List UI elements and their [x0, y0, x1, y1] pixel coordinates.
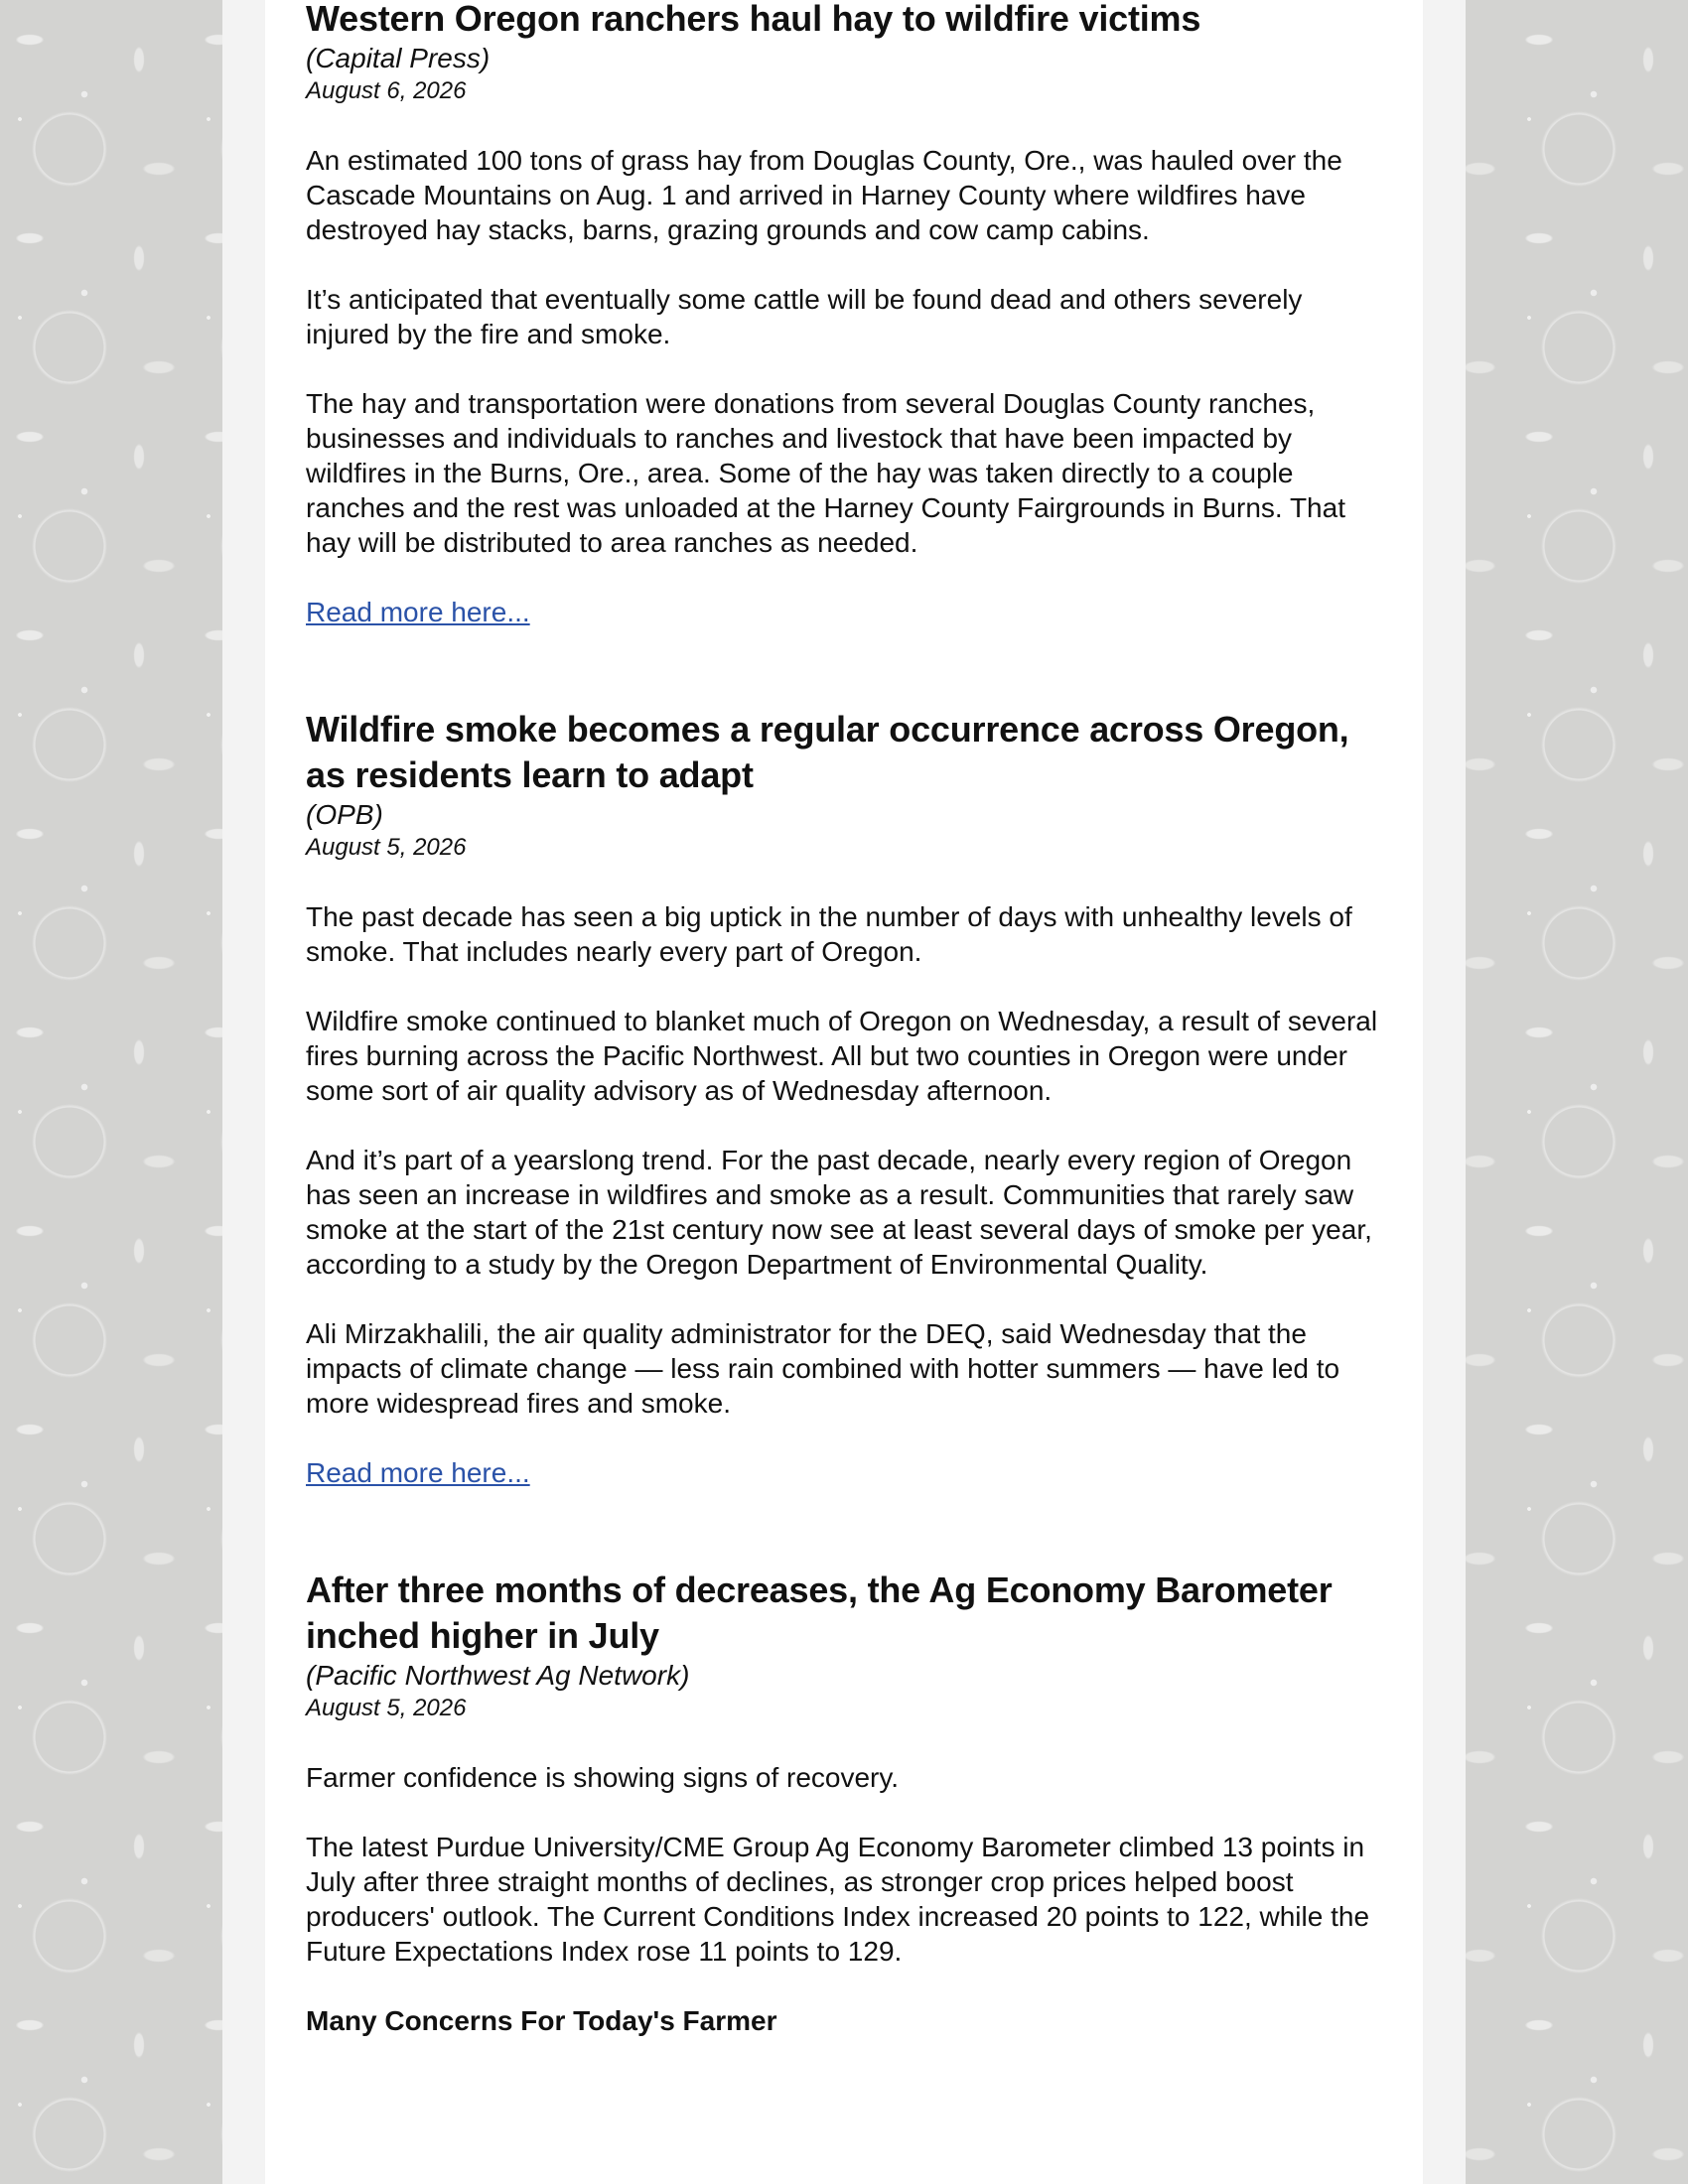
article-paragraph: It’s anticipated that eventually some cattle will be found dead and others severely injured by the fire and smoke. [306, 284, 1303, 349]
article-paragraph: An estimated 100 tons of grass hay from Douglas County, Ore., was hauled over the Cascade Mountains on Aug. 1 and arrived in Harney County where wildfires have destroyed hay stacks, barns, grazing grounds and cow camp cabins. [306, 145, 1342, 245]
article-date: August 5, 2026 [306, 1695, 467, 1721]
article-paragraph: The past decade has seen a big uptick in the number of days with unhealthy levels of smoke. That includes nearly every part of Oregon. [306, 901, 1352, 967]
article-date: August 5, 2026 [306, 834, 467, 861]
read-more-link[interactable]: Read more here... [306, 1457, 530, 1488]
article-headline: Western Oregon ranchers haul hay to wildfire victims [306, 0, 1201, 39]
article-paragraph: Farmer confidence is showing signs of recovery. [306, 1762, 900, 1793]
article-source: (OPB) [306, 799, 383, 830]
article-paragraph: The latest Purdue University/CME Group Ag Economy Barometer climbed 13 points in July after three straight months of declines, as stronger crop prices helped boost producers' outlook. The Current Conditions Index increased 20 points to 122, while the Future Expectations Index rose 11 points to 129. [306, 1832, 1370, 1967]
article-paragraph: Ali Mirzakhalili, the air quality administrator for the DEQ, said Wednesday that the impacts of climate change — less rain combined with hotter summers — have led to more widespread fires and smoke. [306, 1318, 1340, 1419]
article-paragraph: The hay and transportation were donations from several Douglas County ranches, businesses and individuals to ranches and livestock that have been impacted by wildfires in the Burns, Ore., area. Some of the hay was taken directly to a couple ranches and the rest was unloaded at the Harney County Fairgrounds in Burns. That hay will be distributed to area ranches as needed. [306, 388, 1345, 558]
article-headline: Wildfire smoke becomes a regular occurrence across Oregon, as residents learn to adapt [306, 709, 1349, 795]
article-source: (Pacific Northwest Ag Network) [306, 1660, 690, 1691]
article-paragraph: And it’s part of a yearslong trend. For the past decade, nearly every region of Oregon has seen an increase in wildfires and smoke as a result. Communities that rarely saw smoke at the start of the 21st century now see at least several days of smoke per year, according to a study by the Oregon Department of Environmental Quality. [306, 1145, 1372, 1280]
article-headline: After three months of decreases, the Ag Economy Barometer inched higher in July [306, 1570, 1333, 1656]
article-source: (Capital Press) [306, 43, 491, 73]
article-ag-barometer [306, 1568, 1388, 2038]
read-more-link[interactable]: Read more here... [306, 597, 530, 627]
article-hay-haul [306, 0, 1388, 629]
article-date: August 6, 2026 [306, 77, 467, 104]
article-subheading: Many Concerns For Today's Farmer [306, 2005, 777, 2036]
article-paragraph: Wildfire smoke continued to blanket much of Oregon on Wednesday, a result of several fires burning across the Pacific Northwest. All but two counties in Oregon were under some sort of air quality advisory as of Wednesday afternoon. [306, 1006, 1378, 1106]
newsletter-content [306, 0, 1388, 2073]
article-wildfire-smoke [306, 707, 1388, 1490]
